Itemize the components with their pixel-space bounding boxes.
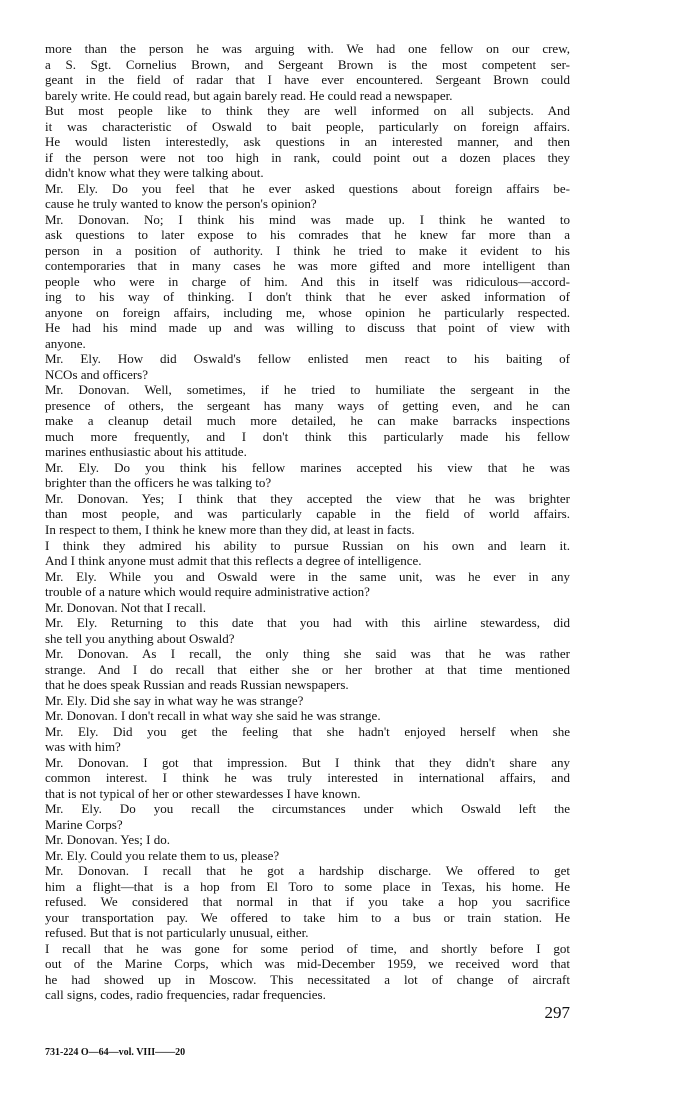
text-line: I think they admired his ability to pursue Russian on his own and learn it. [45, 537, 570, 553]
text-line: Mr. Donovan. As I recall, the only thing she said was that he was rather [45, 646, 570, 662]
page-number: 297 [544, 1003, 570, 1022]
text-line: Mr. Ely. How did Oswald's fellow enlisted men react to his baiting of [45, 351, 570, 367]
text-line: strange. And I do recall that either she or her brother at that time mentioned [45, 661, 570, 677]
text-line: anyone on foreign affairs, including me, whose opinion he particularly respected. [45, 304, 570, 320]
text-line: your transportation pay. We offered to take him to a bus or train station. He [45, 909, 570, 925]
text-line: NCOs and officers? [45, 366, 149, 382]
text-line: Mr. Ely. Do you recall the circumstances under which Oswald left the [45, 801, 570, 817]
text-line: common interest. I think he was truly interested in international affairs, and [45, 770, 570, 786]
text-line: But most people like to think they are well informed on all subjects. And [45, 103, 570, 119]
text-line: Mr. Donovan. I recall that he got a hardship discharge. We offered to get [45, 863, 570, 879]
text-line: trouble of a nature which would require administrative action? [45, 584, 370, 600]
text-line: ask questions to later expose to his comrades that he knew far more than a [45, 227, 570, 243]
text-line: In respect to them, I think he knew more than they did, at least in facts. [45, 521, 415, 537]
text-line: that he does speak Russian and reads Russian newspapers. [45, 677, 349, 693]
text-line: brighter than the officers he was talking to? [45, 475, 272, 491]
text-line: Mr. Ely. Did you get the feeling that she hadn't enjoyed herself when she [45, 723, 570, 739]
text-line: contemporaries that in many cases he was more gifted and more intelligent than [45, 258, 570, 274]
text-line: cause he truly wanted to know the person's opinion? [45, 196, 317, 212]
text-line: I recall that he was gone for some period of time, and shortly before I got [45, 940, 570, 956]
text-line: Marine Corps? [45, 816, 123, 832]
text-line: Mr. Donovan. Yes; I think that they accepted the view that he was brighter [45, 490, 570, 506]
text-line: refused. But that is not particularly unusual, either. [45, 925, 309, 941]
text-line: Mr. Ely. Returning to this date that you had with this airline stewardess, did [45, 615, 570, 631]
text-line: refused. We considered that normal in that if you take a hop you sacrifice [45, 894, 570, 910]
text-line: anyone. [45, 335, 86, 351]
text-line: much more frequently, and I don't think this particularly made his fellow [45, 428, 570, 444]
text-line: it was characteristic of Oswald to bait people, particularly on foreign affairs. [45, 118, 570, 134]
text-line: Mr. Ely. Could you relate them to us, please? [45, 847, 280, 863]
text-line: Mr. Ely. Did she say in what way he was strange? [45, 692, 304, 708]
text-line: person in a position of authority. I think he tried to make it evident to his [45, 242, 570, 258]
text-line: if the person were not too high in rank, could point out a dozen places they [45, 149, 570, 165]
text-line: a S. Sgt. Cornelius Brown, and Sergeant Brown is the most competent ser- [45, 56, 570, 72]
text-line: out of the Marine Corps, which was mid-December 1959, we received word that [45, 956, 570, 972]
text-line: And I think anyone must admit that this reflects a degree of intelligence. [45, 553, 422, 569]
text-line: he had showed up in Moscow. This necessitated a lot of change of aircraft [45, 971, 570, 987]
text-line: Mr. Donovan. Yes; I do. [45, 832, 170, 848]
text-line: people who were in charge of him. And this in itself was ridiculous—accord- [45, 273, 570, 289]
text-line: Mr. Ely. Do you think his fellow marines accepted his view that he was [45, 459, 570, 475]
text-line: He had his mind made up and was willing to discuss that point of view with [45, 320, 570, 336]
text-line: she tell you anything about Oswald? [45, 630, 235, 646]
text-line: make a cleanup detail much more detailed, he can make barracks inspections [45, 413, 570, 429]
text-line: Mr. Donovan. No; I think his mind was made up. I think he wanted to [45, 211, 570, 227]
text-line: ing to his way of thinking. I don't think that he ever asked information of [45, 289, 570, 305]
text-line: presence of others, the sergeant has many ways of getting even, and he can [45, 397, 570, 413]
text-line: call signs, codes, radio frequencies, radar frequencies. [45, 987, 326, 1003]
text-line: Mr. Donovan. Not that I recall. [45, 599, 207, 615]
text-line: Mr. Ely. While you and Oswald were in the same unit, was he ever in any [45, 568, 570, 584]
text-line: him a flight—that is a hop from El Toro to some place in Texas, his home. He [45, 878, 570, 894]
text-line: didn't know what they were talking about. [45, 165, 264, 181]
text-line: barely write. He could read, but again barely read. He could read a newspaper. [45, 87, 453, 103]
text-line: Mr. Ely. Do you feel that he ever asked questions about foreign affairs be- [45, 180, 570, 196]
text-line: Mr. Donovan. I got that impression. But I think that they didn't share any [45, 754, 570, 770]
body-text [45, 41, 570, 1003]
text-line: Mr. Donovan. Well, sometimes, if he tried to humiliate the sergeant in the [45, 382, 570, 398]
text-line: more than the person he was arguing with. We had one fellow on our crew, [45, 41, 570, 56]
text-line: geant in the field of radar that I have ever encountered. Sergeant Brown could [45, 72, 570, 88]
text-line: than most people, and was particularly capable in the field of world affairs. [45, 506, 570, 522]
text-line: marines enthusiastic about his attitude. [45, 444, 247, 460]
footer-printing-code: 731-224 O—64—vol. VIII——20 [45, 1047, 186, 1058]
text-line: that is not typical of her or other stewardesses I have known. [45, 785, 361, 801]
text-line: was with him? [45, 739, 121, 755]
text-line: Mr. Donovan. I don't recall in what way she said he was strange. [45, 708, 381, 724]
text-line: He would listen interestedly, ask questions in an interested manner, and then [45, 134, 570, 150]
